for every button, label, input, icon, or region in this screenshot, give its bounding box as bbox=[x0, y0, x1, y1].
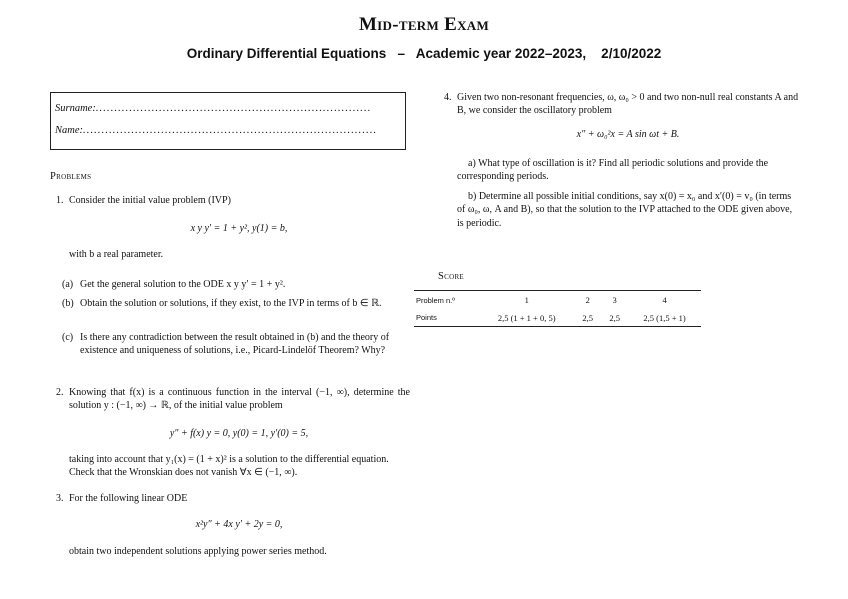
problem-4a-text: a) What type of oscillation is it? Find all periodic solutions and provide the corresponding periods. bbox=[457, 158, 769, 183]
problem-3-number: 3. bbox=[56, 493, 64, 504]
problem-2-intro: Knowing that f(x) is a continuous function in the interval (−1, ∞), determine the solution y : (−1, ∞) → ℝ, of the initial value problem bbox=[69, 387, 410, 412]
score-label-problem: Problem n.º bbox=[414, 291, 479, 310]
problem-4b-text: b) Determine all possible initial conditions, say x(0) = x₀ and x′(0) = v₀ (in terms of ω₀, ω, A and B), so that the solution to the IVP attached to the ODE given above, is periodic. bbox=[457, 191, 793, 229]
problem-3-after: obtain two independent solutions applying power series method. bbox=[69, 546, 327, 557]
exam-title: Mid-term Exam bbox=[358, 14, 490, 35]
problems-heading: Problems bbox=[50, 171, 92, 182]
problem-2-after: taking into account that y₁(x) = (1 + x)² is a solution to the differential equation. Check that the Wronskian does not vanish ∀x ∈ (−1, ∞). bbox=[69, 454, 389, 479]
name-line bbox=[55, 125, 401, 136]
problem-2-number: 2. bbox=[56, 387, 64, 398]
name-label: Name: bbox=[55, 125, 83, 136]
score-problem-1: 1 bbox=[479, 291, 574, 310]
surname-dots: .......................................................................... bbox=[95, 103, 372, 114]
score-points-4: 2,5 (1,5 + 1) bbox=[628, 309, 701, 327]
score-table bbox=[414, 290, 701, 327]
problem-4-equation: x″ + ω₀²x = A sin ωt + B. bbox=[576, 129, 680, 140]
problem-1a-label: (a) bbox=[62, 279, 74, 290]
problem-1b-label: (b) bbox=[62, 298, 74, 309]
score-heading: Score bbox=[438, 271, 465, 282]
exam-subtitle: Ordinary Differential Equations – Academic year 2022–2023, 2/10/2022 bbox=[186, 46, 662, 61]
score-problem-3: 3 bbox=[601, 291, 628, 310]
problem-1-intro: Consider the initial value problem (IVP) bbox=[69, 195, 231, 206]
problem-3-equation: x²y″ + 4x y′ + 2y = 0, bbox=[195, 519, 283, 530]
score-points-1: 2,5 (1 + 1 + 0, 5) bbox=[479, 309, 574, 327]
student-info-box bbox=[50, 92, 406, 150]
surname-line bbox=[55, 103, 401, 114]
surname-label: Surname: bbox=[55, 103, 96, 114]
name-dots: ............................................................................... bbox=[83, 125, 378, 136]
score-label-points: Points bbox=[414, 309, 479, 327]
problem-1c-text: Is there any contradiction between the result obtained in (b) and the theory of existence and uniqueness of solutions, i.e., Picard-Lindelöf Theorem? Why? bbox=[80, 332, 390, 357]
score-row-points bbox=[414, 309, 701, 327]
problem-4-number: 4. bbox=[444, 92, 452, 103]
problem-1-number: 1. bbox=[56, 195, 64, 206]
score-problem-2: 2 bbox=[574, 291, 601, 310]
problem-1b-text: Obtain the solution or solutions, if they exist, to the IVP in terms of b ∈ ℝ. bbox=[80, 298, 382, 309]
problem-3-intro: For the following linear ODE bbox=[69, 493, 188, 504]
score-points-3: 2,5 bbox=[601, 309, 628, 327]
score-points-2: 2,5 bbox=[574, 309, 601, 327]
problem-4-intro: Given two non-resonant frequencies, ω, ω₀ > 0 and two non-null real constants A and B, we consider the oscillatory problem bbox=[457, 92, 799, 117]
problem-1c-label: (c) bbox=[62, 332, 74, 343]
problem-1a-text: Get the general solution to the ODE x y y′ = 1 + y². bbox=[80, 279, 286, 290]
score-problem-4: 4 bbox=[628, 291, 701, 310]
problem-1-equation: x y y′ = 1 + y², y(1) = b, bbox=[190, 223, 288, 234]
problem-1-parameter-note: with b a real parameter. bbox=[69, 249, 164, 260]
problem-2-equation: y″ + f(x) y = 0, y(0) = 1, y′(0) = 5, bbox=[169, 428, 309, 439]
score-row-problems bbox=[414, 291, 701, 310]
